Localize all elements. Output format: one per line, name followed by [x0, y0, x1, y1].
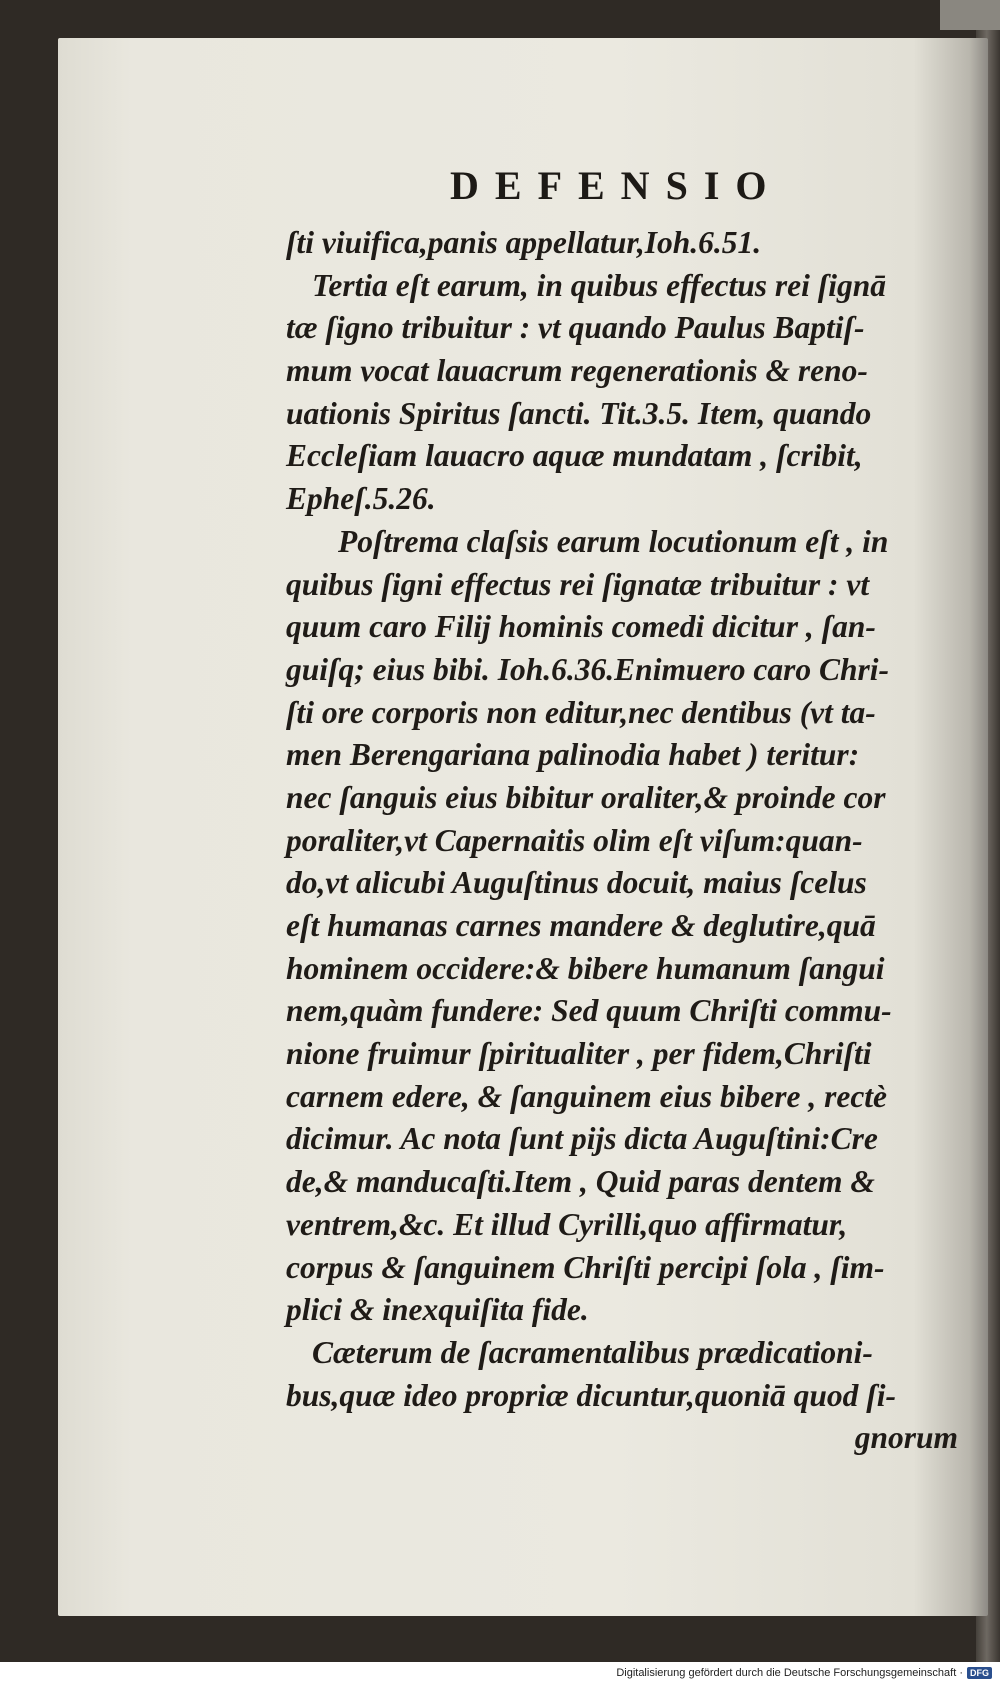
text-line: hominem occidere:& bibere humanum ſangui [286, 950, 885, 986]
text-line: plici & inexquiſita fide. [286, 1292, 589, 1328]
text-line: nione fruimur ſpiritualiter , per fidem,Chriſti [286, 1036, 872, 1072]
text-line: ſti viuifica,panis appellatur,Ioh.6.51. [286, 225, 762, 260]
text-line: ſti ore corporis non editur,nec dentibus (vt ta- [286, 694, 876, 730]
text-line: Cæterum de ſacramentalibus prædicationi- [312, 1334, 873, 1370]
running-header: DEFENSIO [450, 163, 783, 208]
catchword: gnorum [854, 1420, 958, 1456]
text-line: nem,quàm fundere: Sed quum Chriſti commu- [286, 993, 892, 1029]
text-line: do,vt alicubi Auguſtinus docuit, maius ſcelus [286, 865, 867, 901]
text-line: poraliter,vt Capernaitis olim eſt viſum:quan- [286, 822, 863, 858]
dfg-logo-icon: DFG [967, 1667, 992, 1679]
text-line: guiſq; eius bibi. Ioh.6.36.Enimuero caro Chri- [286, 651, 889, 687]
text-line: tæ ſigno tribuitur : vt quando Paulus Baptiſ- [286, 310, 865, 346]
text-line: bus,quæ ideo propriæ dicuntur,quoniā quod ſi- [286, 1377, 897, 1413]
text-line: Poſtrema claſsis earum locutionum eſt , in [338, 523, 889, 559]
credit-text: Digitalisierung gefördert durch die Deutsche Forschungsgemeinschaft · [616, 1667, 963, 1679]
text-line: carnem edere, & ſanguinem eius bibere , rectè [286, 1078, 888, 1114]
text-line: nec ſanguis eius bibitur oraliter,& proinde cor [286, 779, 886, 815]
text-line: uationis Spiritus ſancti. Tit.3.5. Item, quando [286, 395, 872, 431]
text-line: Eccleſiam lauacro aquæ mundatam , ſcribit, [286, 438, 863, 474]
text-line: mum vocat lauacrum regenerationis & reno- [286, 353, 868, 389]
text-line: eſt humanas carnes mandere & deglutire,quā [286, 908, 876, 943]
text-line: men Berengariana palinodia habet ) teritur: [286, 737, 860, 773]
book-binding-corner [940, 0, 1000, 30]
text-line: de,& manducaſti.Item , Quid paras dentem & [286, 1164, 875, 1200]
text-line: ventrem,&c. Et illud Cyrilli,quo affirmatur, [286, 1206, 848, 1242]
text-line: dicimur. Ac nota ſunt pijs dicta Auguſtini:Cre [286, 1121, 878, 1157]
text-line: Epheſ.5.26. [286, 481, 436, 517]
text-line: quum caro Filij hominis comedi dicitur , ſan- [286, 609, 876, 645]
text-line: Tertia eſt earum, in quibus effectus rei ſignā [312, 267, 887, 303]
digitization-credit [616, 1667, 992, 1679]
body-text [286, 222, 966, 1460]
text-line: quibus ſigni effectus rei ſignatæ tribuitur : vt [286, 566, 870, 602]
text-line: corpus & ſanguinem Chriſti percipi ſola , ſim- [286, 1249, 885, 1285]
